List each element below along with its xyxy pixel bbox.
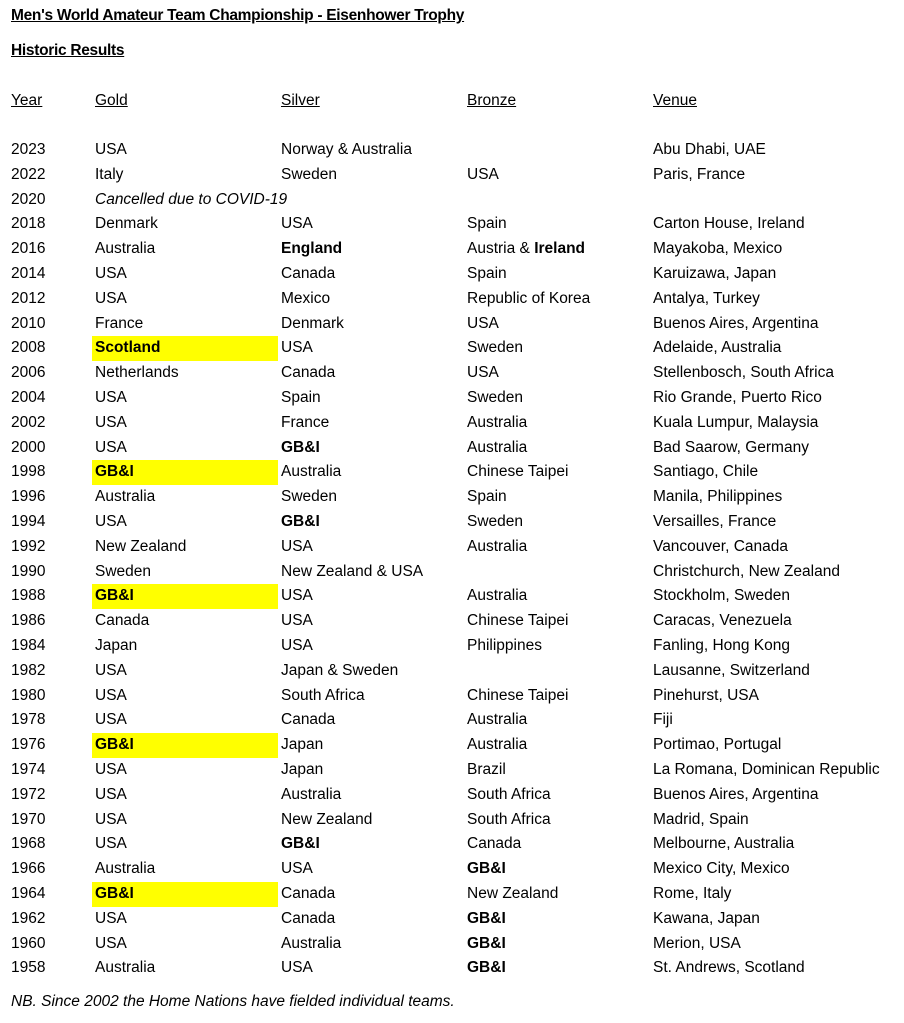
gold-cell: Japan xyxy=(95,636,138,654)
silver-cell: New Zealand & USA xyxy=(281,562,424,580)
year-cell: 2006 xyxy=(11,364,46,382)
table-row xyxy=(0,584,904,609)
bronze-cell: GB&I xyxy=(467,934,506,952)
bronze-cell: Republic of Korea xyxy=(467,289,591,307)
silver-cell: England xyxy=(281,240,343,258)
venue-cell: Melbourne, Australia xyxy=(653,835,795,853)
table-row xyxy=(0,138,904,163)
year-cell: 1960 xyxy=(11,934,46,952)
year-cell: 1988 xyxy=(11,587,46,605)
table-row xyxy=(0,411,904,436)
silver-cell: Sweden xyxy=(281,488,338,506)
venue-cell: Buenos Aires, Argentina xyxy=(653,785,819,803)
gold-cell: Italy xyxy=(95,165,124,183)
silver-cell: Denmark xyxy=(281,314,344,332)
table-row xyxy=(0,535,904,560)
silver-cell: Australia xyxy=(281,463,342,481)
venue-cell: Adelaide, Australia xyxy=(653,339,782,357)
bronze-cell: GB&I xyxy=(467,959,506,977)
silver-cell: USA xyxy=(281,215,313,233)
venue-cell: Madrid, Spain xyxy=(653,810,749,828)
bronze-cell: Philippines xyxy=(467,636,542,654)
table-row xyxy=(0,287,904,312)
table-row xyxy=(0,212,904,237)
silver-cell: France xyxy=(281,413,330,431)
venue-cell: Versailles, France xyxy=(653,512,777,530)
silver-cell: Canada xyxy=(281,884,336,902)
bronze-cell: Australia xyxy=(467,413,528,431)
header-year: Year xyxy=(11,92,43,109)
gold-cell: USA xyxy=(95,760,127,778)
silver-cell: Japan xyxy=(281,760,324,778)
gold-cell: Canada xyxy=(95,612,150,630)
venue-cell: Mexico City, Mexico xyxy=(653,860,790,878)
venue-cell: St. Andrews, Scotland xyxy=(653,959,805,977)
year-cell: 2020 xyxy=(11,190,46,208)
venue-cell: Merion, USA xyxy=(653,934,741,952)
venue-cell: La Romana, Dominican Republic xyxy=(653,760,880,778)
venue-cell: Caracas, Venezuela xyxy=(653,612,792,630)
header-venue: Venue xyxy=(653,92,697,109)
table-row xyxy=(0,659,904,684)
table-row xyxy=(0,733,904,758)
gold-cell: Australia xyxy=(95,240,156,258)
year-cell: 1974 xyxy=(11,760,46,778)
gold-cell: Sweden xyxy=(95,562,152,580)
silver-cell: Canada xyxy=(281,711,336,729)
gold-cell: USA xyxy=(95,289,127,307)
table-row xyxy=(0,634,904,659)
venue-cell: Stockholm, Sweden xyxy=(653,587,790,605)
bronze-cell: USA xyxy=(467,364,499,382)
year-cell: 1986 xyxy=(11,612,46,630)
venue-cell: Christchurch, New Zealand xyxy=(653,562,840,580)
table-row xyxy=(0,758,904,783)
gold-cell: Cancelled due to COVID-19 xyxy=(95,190,288,208)
header-bronze: Bronze xyxy=(467,92,517,109)
table-row xyxy=(0,361,904,386)
silver-cell: Japan & Sweden xyxy=(281,661,399,679)
gold-cell: New Zealand xyxy=(95,537,187,555)
bronze-cell: Australia xyxy=(467,438,528,456)
bronze-cell: New Zealand xyxy=(467,884,559,902)
year-cell: 1958 xyxy=(11,959,46,977)
bronze-cell: Australia xyxy=(467,587,528,605)
page-title: Men's World Amateur Team Championship - Eisenhower Trophy xyxy=(11,7,465,24)
year-cell: 1966 xyxy=(11,860,46,878)
year-cell: 1964 xyxy=(11,884,46,902)
silver-cell: USA xyxy=(281,537,313,555)
gold-cell: USA xyxy=(95,711,127,729)
venue-cell: Carton House, Ireland xyxy=(653,215,805,233)
venue-cell: Mayakoba, Mexico xyxy=(653,240,783,258)
year-cell: 2023 xyxy=(11,141,46,158)
venue-cell: Santiago, Chile xyxy=(653,463,759,481)
venue-cell: Rome, Italy xyxy=(653,884,732,902)
bronze-cell: South Africa xyxy=(467,785,551,803)
silver-cell: Australia xyxy=(281,785,342,803)
silver-cell: Spain xyxy=(281,388,321,406)
table-row xyxy=(0,386,904,411)
silver-cell: Canada xyxy=(281,909,336,927)
gold-cell: GB&I xyxy=(95,736,134,754)
gold-cell: GB&I xyxy=(95,463,134,481)
bronze-cell: Sweden xyxy=(467,339,524,357)
silver-cell: USA xyxy=(281,612,313,630)
venue-cell: Rio Grande, Puerto Rico xyxy=(653,388,822,406)
table-row xyxy=(0,510,904,535)
year-cell: 2002 xyxy=(11,413,46,431)
bronze-cell: Spain xyxy=(467,264,507,282)
table-row xyxy=(0,163,904,188)
year-cell: 2018 xyxy=(11,215,46,233)
bronze-cell: Canada xyxy=(467,835,522,853)
year-cell: 1976 xyxy=(11,736,46,754)
venue-cell: Lausanne, Switzerland xyxy=(653,661,810,679)
table-row xyxy=(0,188,904,213)
gold-cell: Denmark xyxy=(95,215,158,233)
venue-cell: Manila, Philippines xyxy=(653,488,783,506)
year-cell: 2022 xyxy=(11,165,46,183)
bronze-cell: Australia xyxy=(467,711,528,729)
table-row xyxy=(0,262,904,287)
results-table xyxy=(0,138,904,981)
bronze-part: Austria & xyxy=(467,240,535,258)
gold-cell: USA xyxy=(95,141,127,158)
silver-cell: Mexico xyxy=(281,289,331,307)
year-cell: 1998 xyxy=(11,463,46,481)
year-cell: 1962 xyxy=(11,909,46,927)
table-row xyxy=(0,560,904,585)
section-subtitle: Historic Results xyxy=(11,42,125,59)
table-row xyxy=(0,485,904,510)
table-row xyxy=(0,312,904,337)
bronze-cell: Australia xyxy=(467,537,528,555)
bronze-cell: GB&I xyxy=(467,909,506,927)
venue-cell: Abu Dhabi, UAE xyxy=(653,141,766,158)
gold-cell: USA xyxy=(95,909,127,927)
venue-cell: Karuizawa, Japan xyxy=(653,264,777,282)
venue-cell: Paris, France xyxy=(653,165,746,183)
year-cell: 2008 xyxy=(11,339,46,357)
bronze-cell: South Africa xyxy=(467,810,551,828)
gold-cell: GB&I xyxy=(95,587,134,605)
gold-cell: USA xyxy=(95,686,127,704)
venue-cell: Stellenbosch, South Africa xyxy=(653,364,834,382)
silver-cell: USA xyxy=(281,339,313,357)
gold-cell: USA xyxy=(95,810,127,828)
bronze-cell: USA xyxy=(467,314,499,332)
silver-cell: Australia xyxy=(281,934,342,952)
bronze-cell: USA xyxy=(467,165,499,183)
bronze-cell: Chinese Taipei xyxy=(467,612,569,630)
table-row xyxy=(0,882,904,907)
venue-cell: Antalya, Turkey xyxy=(653,289,760,307)
bronze-cell: Chinese Taipei xyxy=(467,686,569,704)
bronze-cell: GB&I xyxy=(467,860,506,878)
silver-cell: USA xyxy=(281,959,313,977)
gold-cell: France xyxy=(95,314,144,332)
gold-cell: USA xyxy=(95,835,127,853)
table-row xyxy=(0,336,904,361)
table-row xyxy=(0,708,904,733)
venue-cell: Buenos Aires, Argentina xyxy=(653,314,819,332)
gold-cell: GB&I xyxy=(95,884,134,902)
table-row xyxy=(0,609,904,634)
bronze-part: Ireland xyxy=(534,240,586,258)
bronze-cell: Brazil xyxy=(467,760,506,778)
table-row xyxy=(0,436,904,461)
table-row xyxy=(0,907,904,932)
table-row xyxy=(0,832,904,857)
year-cell: 2010 xyxy=(11,314,46,332)
bronze-cell: Chinese Taipei xyxy=(467,463,569,481)
year-cell: 2012 xyxy=(11,289,46,307)
gold-cell: USA xyxy=(95,413,127,431)
silver-cell: USA xyxy=(281,636,313,654)
silver-cell: Sweden xyxy=(281,165,338,183)
bronze-cell: Australia xyxy=(467,736,528,754)
silver-cell: New Zealand xyxy=(281,810,373,828)
venue-cell: Fiji xyxy=(653,711,673,729)
year-cell: 2016 xyxy=(11,240,46,258)
silver-cell: South Africa xyxy=(281,686,365,704)
silver-cell: USA xyxy=(281,587,313,605)
gold-cell: Australia xyxy=(95,860,156,878)
year-cell: 1968 xyxy=(11,835,46,853)
year-cell: 1978 xyxy=(11,711,46,729)
gold-cell: Netherlands xyxy=(95,364,179,382)
bronze-cell xyxy=(467,237,585,262)
table-row xyxy=(0,857,904,882)
bronze-cell: Spain xyxy=(467,215,507,233)
silver-cell: USA xyxy=(281,860,313,878)
table-row xyxy=(0,956,904,981)
gold-cell: USA xyxy=(95,785,127,803)
table-row xyxy=(0,783,904,808)
gold-cell: Scotland xyxy=(95,339,161,357)
gold-cell: USA xyxy=(95,264,127,282)
venue-cell: Portimao, Portugal xyxy=(653,736,782,754)
year-cell: 2004 xyxy=(11,388,46,406)
table-row xyxy=(0,460,904,485)
year-cell: 1984 xyxy=(11,636,46,654)
bronze-cell: Spain xyxy=(467,488,507,506)
footnote: NB. Since 2002 the Home Nations have fielded individual teams. xyxy=(11,993,455,1010)
silver-cell: GB&I xyxy=(281,835,320,853)
year-cell: 1982 xyxy=(11,661,46,679)
gold-cell: USA xyxy=(95,388,127,406)
silver-cell: Japan xyxy=(281,736,324,754)
year-cell: 1970 xyxy=(11,810,46,828)
bronze-cell: Sweden xyxy=(467,512,524,530)
table-row xyxy=(0,932,904,957)
header-gold: Gold xyxy=(95,92,128,109)
venue-cell: Kawana, Japan xyxy=(653,909,760,927)
venue-cell: Fanling, Hong Kong xyxy=(653,636,791,654)
silver-cell: GB&I xyxy=(281,438,320,456)
gold-cell: USA xyxy=(95,512,127,530)
gold-cell: USA xyxy=(95,438,127,456)
table-row xyxy=(0,237,904,262)
venue-cell: Kuala Lumpur, Malaysia xyxy=(653,413,819,431)
gold-cell: USA xyxy=(95,661,127,679)
gold-cell: Australia xyxy=(95,959,156,977)
year-cell: 1996 xyxy=(11,488,46,506)
venue-cell: Pinehurst, USA xyxy=(653,686,759,704)
year-cell: 2000 xyxy=(11,438,46,456)
table-row xyxy=(0,684,904,709)
silver-cell: Norway & Australia xyxy=(281,141,412,158)
silver-cell: Canada xyxy=(281,264,336,282)
year-cell: 1994 xyxy=(11,512,46,530)
year-cell: 2014 xyxy=(11,264,46,282)
gold-cell: USA xyxy=(95,934,127,952)
venue-cell: Vancouver, Canada xyxy=(653,537,789,555)
year-cell: 1992 xyxy=(11,537,46,555)
table-row xyxy=(0,808,904,833)
gold-cell: Australia xyxy=(95,488,156,506)
venue-cell: Bad Saarow, Germany xyxy=(653,438,809,456)
year-cell: 1972 xyxy=(11,785,46,803)
silver-cell: GB&I xyxy=(281,512,320,530)
year-cell: 1980 xyxy=(11,686,46,704)
silver-cell: Canada xyxy=(281,364,336,382)
bronze-cell: Sweden xyxy=(467,388,524,406)
year-cell: 1990 xyxy=(11,562,46,580)
header-silver: Silver xyxy=(281,92,320,109)
